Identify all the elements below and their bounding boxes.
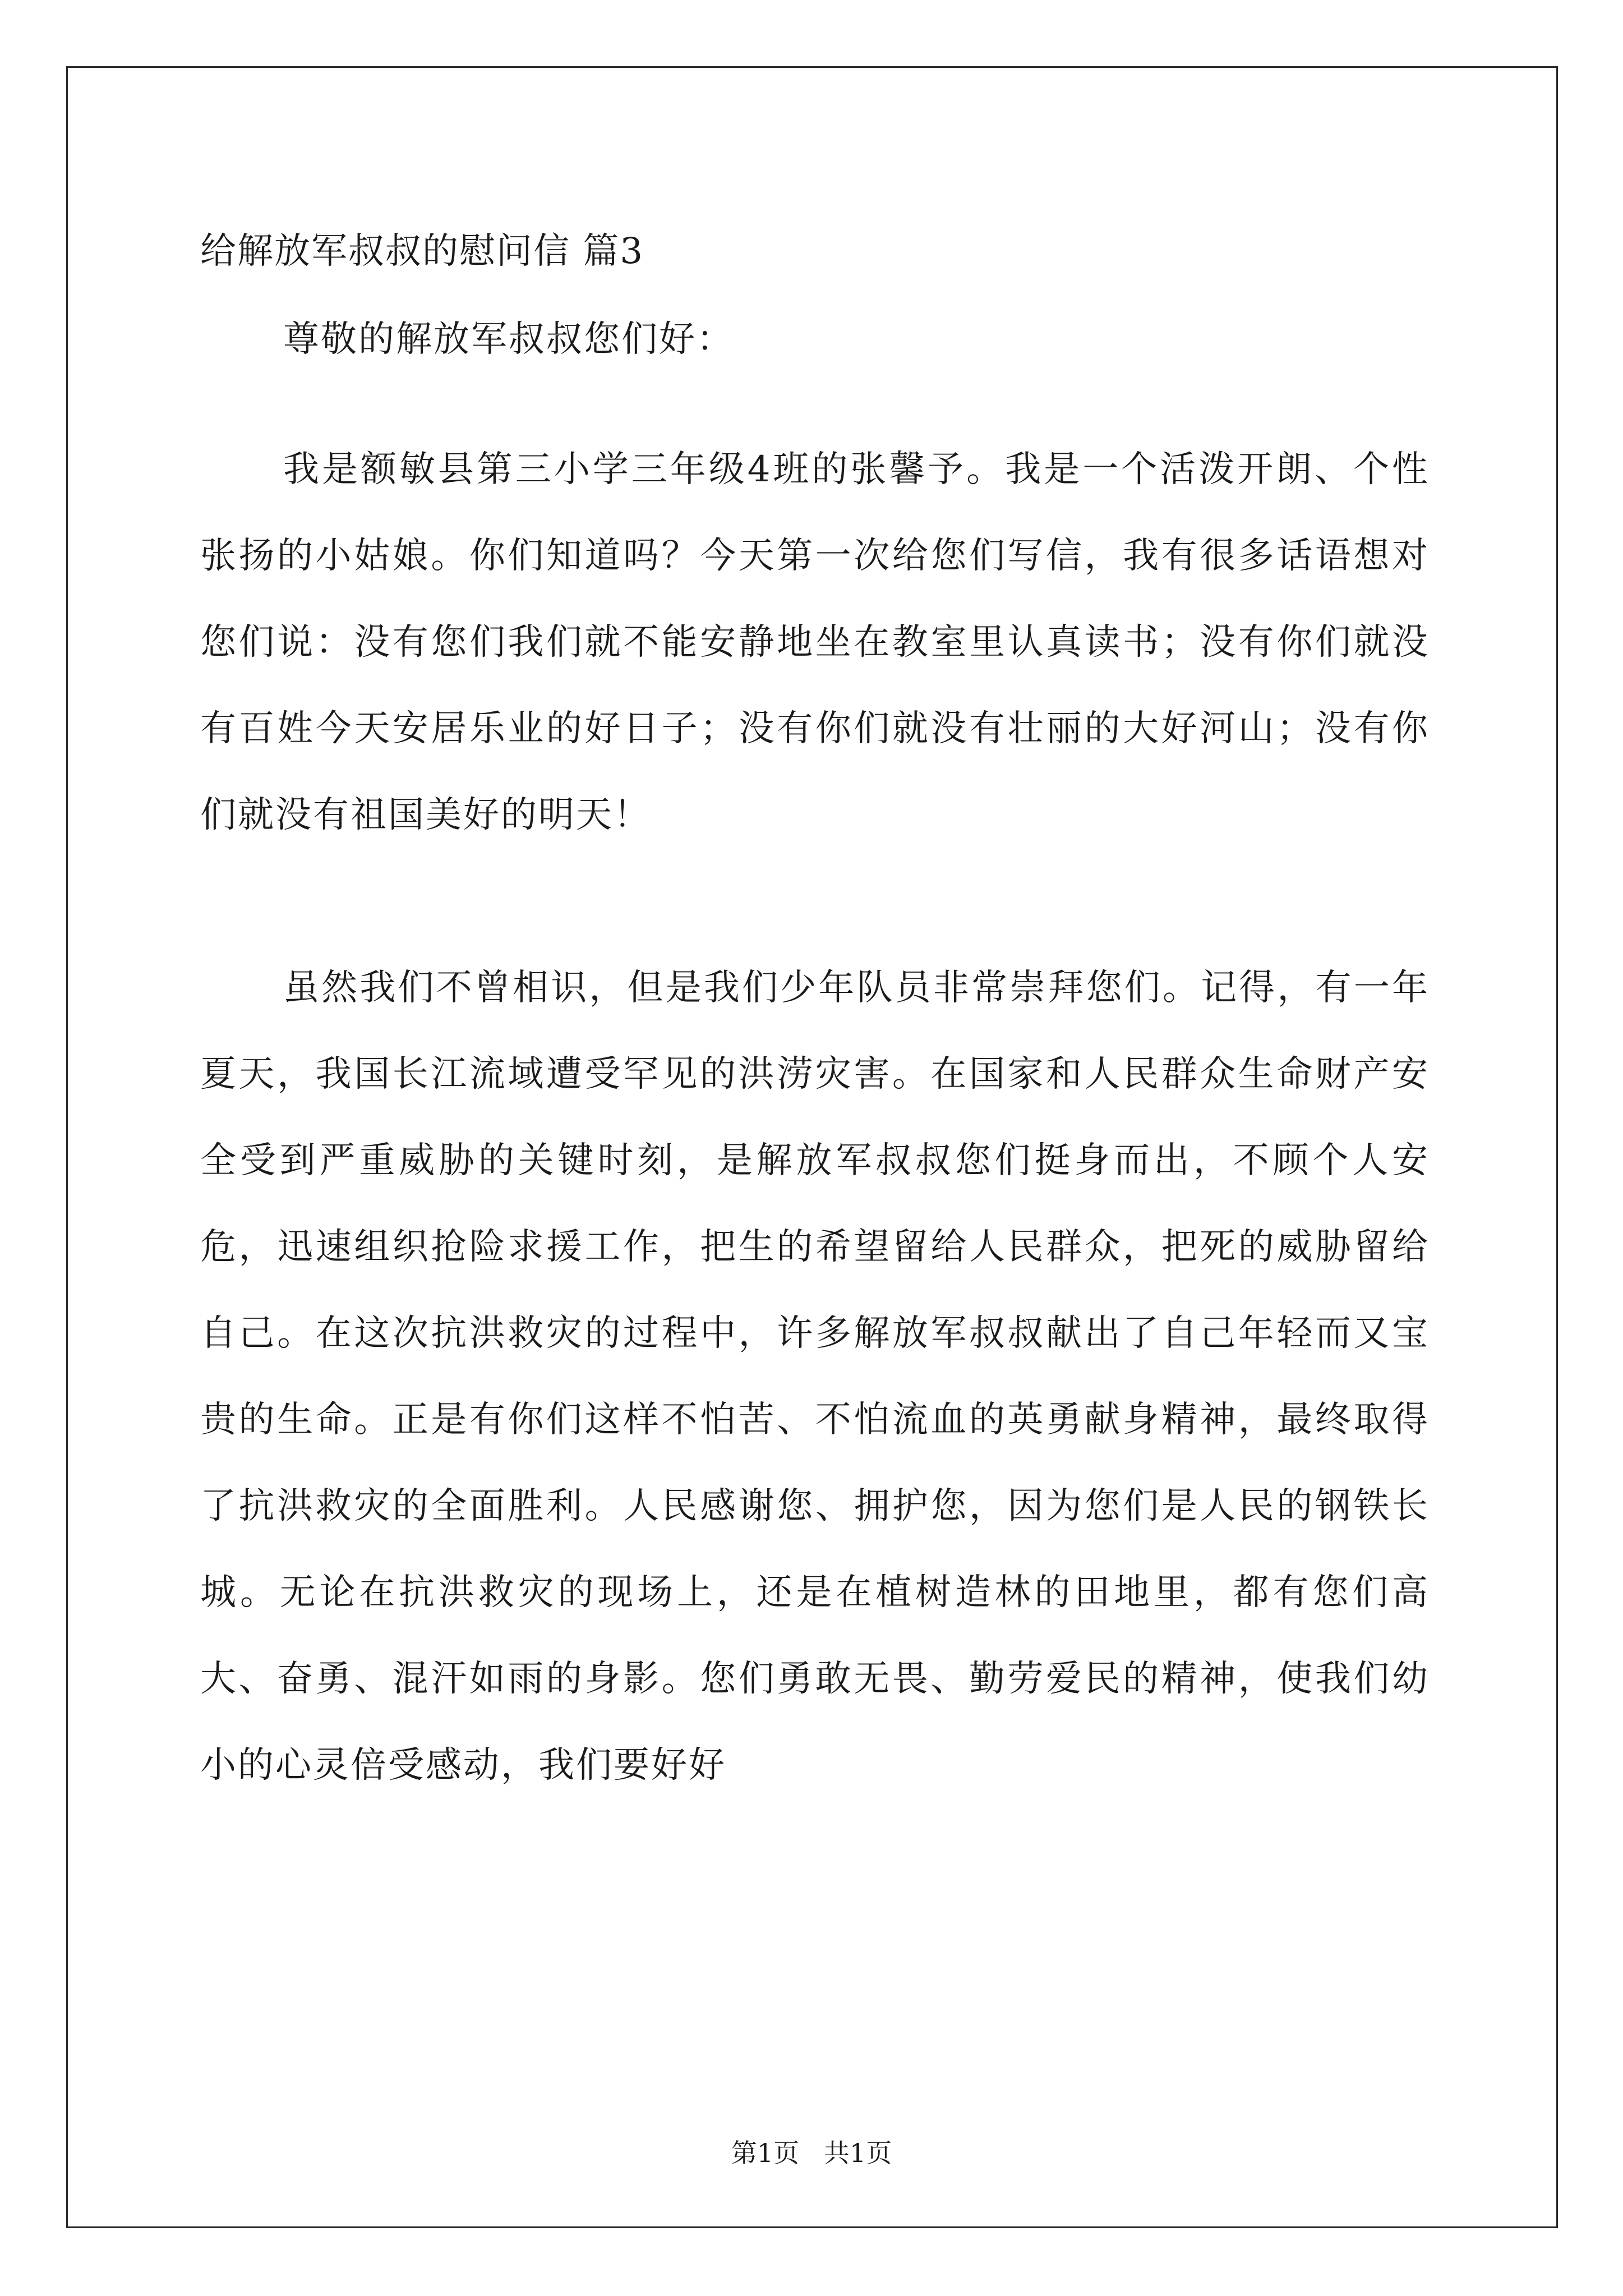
page-footer: 第1页 共1页 bbox=[731, 2138, 892, 2168]
document-title: 给解放军叔叔的慰问信 篇3 bbox=[200, 231, 644, 272]
body-paragraph-2: 虽然我们不曾相识，但是我们少年队员非常崇拜您们。记得，有一年夏天，我国长江流域遭受罕见的洪涝灾害。在国家和人民群众生命财产安全受到严重威胁的关键时刻，是解放军叔叔您们挺身而出，不顾个人安危，迅速组织抢险求援工作，把生的希望留给人民群众，把死的威胁留给自己。在这次抗洪救灾的过程中，许多解放军叔叔献出了自己年轻而又宝贵的生命。正是有你们这样不怕苦、不怕流血的英勇献身精神，最终取得了抗洪救灾的全面胜利。人民感谢您、拥护您，因为您们是人民的钢铁长城。无论在抗洪救灾的现场上，还是在植树造林的田地里，都有您们高大、奋勇、混汗如雨的身影。您们勇敢无畏、勤劳爱民的精神，使我们幼小的心灵倍受感动，我们要好好 bbox=[200, 967, 1430, 1786]
body-paragraph-1: 我是额敏县第三小学三年级4班的张馨予。我是一个活泼开朗、个性张扬的小姑娘。你们知道吗？今天第一次给您们写信，我有很多话语想对您们说：没有您们我们就不能安静地坐在教室里认真读书；没有你们就没有百姓今天安居乐业的好日子；没有你们就没有壮丽的大好河山；没有你们就没有祖国美好的明天！ bbox=[200, 449, 1430, 836]
letter-greeting: 尊敬的解放军叔叔您们好： bbox=[283, 319, 734, 360]
